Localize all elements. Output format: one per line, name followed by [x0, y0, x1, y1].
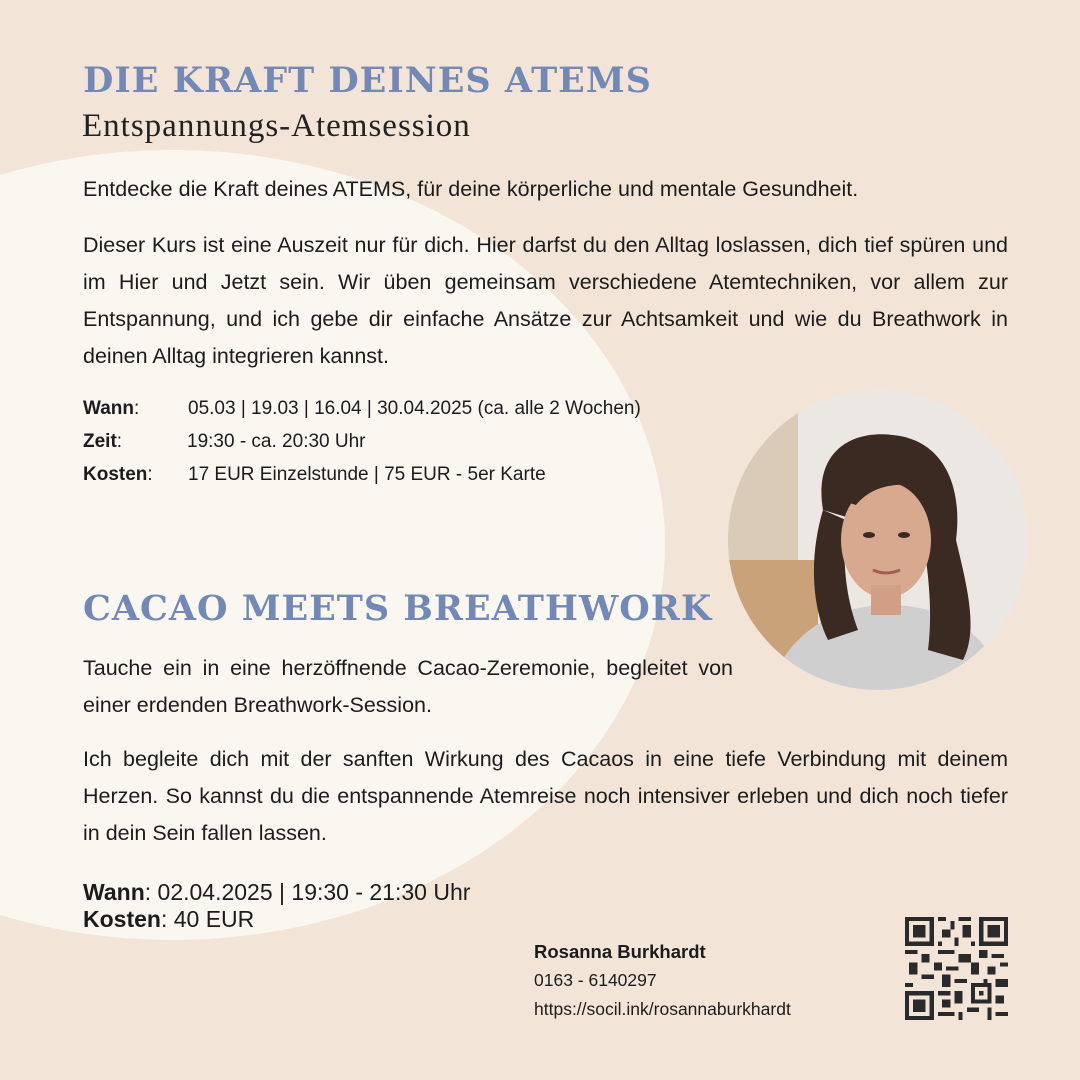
kosten-label: Kosten: [83, 463, 148, 485]
contact-phone: 0163 - 6140297: [534, 970, 657, 990]
section1-body: Dieser Kurs ist eine Auszeit nur für dich. Hier darfst du den Alltag loslassen, dich tief spüren und im Hier und Jetzt sein. Wir üben gemeinsam verschiedene Atemtechniken, vor allem zur Entspannung, und ich gebe dir einfache Ansätze zur Achtsamkeit und wie du Breathwork in deinen Alltag integrieren kannst.: [83, 233, 1008, 368]
section1-subtitle: Entspannungs-Atemsession: [82, 108, 471, 144]
zeit-value: 19:30 - ca. 20:30 Uhr: [187, 430, 366, 452]
wann-value: 05.03 | 19.03 | 16.04 | 30.04.2025 (ca. alle 2 Wochen): [188, 397, 641, 419]
zeit-label: Zeit: [83, 430, 117, 452]
section1-intro: Entdecke die Kraft deines ATEMS, für deine körperliche und mentale Gesundheit.: [83, 177, 859, 201]
contact-name: Rosanna Burkhardt: [534, 941, 706, 962]
section2-body: Ich begleite dich mit der sanften Wirkung des Cacaos in eine tiefe Verbindung mit deinem Herzen. So kannst du die entspannende Atemreise noch intensiver erleben und dich noch tiefer in dein Sein fallen lassen.: [83, 747, 1008, 845]
wann2-row: [83, 879, 470, 906]
kosten-value: 17 EUR Einzelstunde | 75 EUR - 5er Karte: [188, 463, 546, 485]
qr-code-icon[interactable]: [905, 917, 1008, 1020]
kosten-row: Kosten: 17 EUR Einzelstunde | 75 EUR - 5er Karte: [83, 463, 546, 485]
wann2-label: Wann: [83, 879, 145, 905]
kosten2-value: : 40 EUR: [160, 906, 255, 932]
section2-title: CACAO MEETS BREATHWORK: [83, 588, 713, 629]
section2-details: [83, 879, 470, 933]
kosten2-label: Kosten: [83, 906, 161, 932]
section2-intro: Tauche ein in eine herzöffnende Cacao-Zeremonie, begleitet von einer erdenden Breathwork-Session.: [83, 656, 733, 717]
contact-url[interactable]: https://socil.ink/rosannaburkhardt: [534, 999, 791, 1019]
section1-title: DIE KRAFT DEINES ATEMS: [83, 60, 652, 101]
wann-label: Wann: [83, 397, 135, 419]
portrait-photo: [728, 390, 1028, 690]
wann2-value: : 02.04.2025 | 19:30 - 21:30 Uhr: [144, 879, 471, 905]
kosten2-row: [83, 906, 470, 933]
portrait-illustration: [728, 390, 1028, 690]
wann-row: Wann: 05.03 | 19.03 | 16.04 | 30.04.2025 (ca. alle 2 Wochen): [83, 397, 641, 419]
section1-details: [83, 392, 641, 491]
zeit-row: Zeit: 19:30 - ca. 20:30 Uhr: [83, 430, 366, 452]
contact-block: [534, 937, 791, 1024]
